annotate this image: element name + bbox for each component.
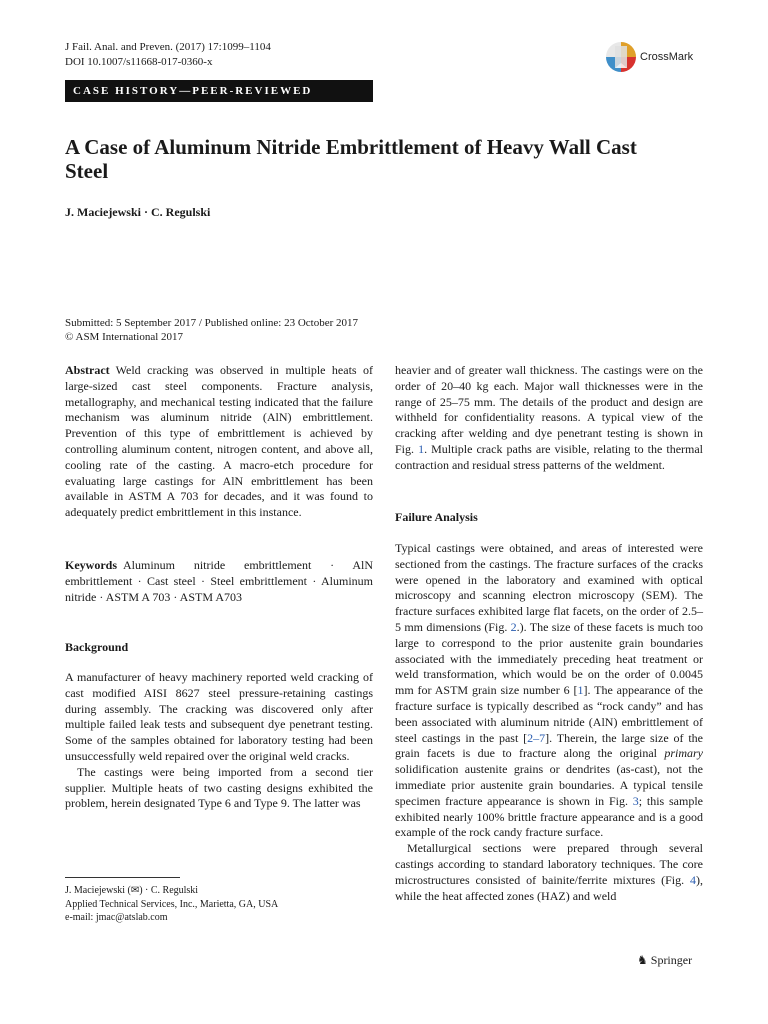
author-list: J. Maciejewski · C. Regulski [65, 205, 211, 219]
publisher-logo [637, 953, 692, 968]
crossmark-icon [605, 40, 637, 76]
footnote-email[interactable]: e-mail: jmac@atslab.com [65, 912, 168, 923]
keywords-text: Aluminum nitride embrittlement · AlN embrittlement · Cast steel · Steel embrittlement · Aluminum nitride · ASTM A 703 · ASTM A703 [65, 558, 373, 604]
figure-2-link[interactable]: 2 [510, 619, 517, 634]
publisher-name: Springer [650, 953, 693, 967]
background-paragraph-1: A manufacturer of heavy machinery reported weld cracking of cast modified AISI 8627 steel pressure-retaining castings during assembly. The cracking was discovered only after multiple failed leak tests and subsequent dye penetrant testing. Some of the samples obtained for laboratory testing had been unsuccessfully weld repaired over the original weld cracks. [65, 670, 373, 763]
background-heading: Background [65, 640, 129, 654]
failure-paragraph-1: Typical castings were obtained, and areas of interested were sectioned from the castings. The fracture surfaces of the cracks were opened in the laboratory and examined with optical microscopy and scanning electron microscopy (SEM). The fracture surfaces exhibited large flat facets, on the order of 2.5–5 mm dimensions (Fig. 2.). The size of these facets is much too large to correspond to the prior austenite grain boundaries associated with the immediately preceding heat treatment or weld transformation, which would be on the order of 0.0045 mm for ASTM grain size number 6 [1]. The appearance of the fracture surface is typically described as “rock candy” and has been associated with aluminum nitride (AlN) embrittlement of steel castings in the past [2–7]. Therein, the large size of the grain facets is due to fracture along the original primary solidification austenite grains or dendrites (as-cast), not the immediate prior austenite grain boundaries. A typical tensile specimen fracture appearance is shown in Fig. 3; this sample exhibited nearly 100% brittle fracture appearance and is a good example of the rock candy fracture surface. [395, 541, 704, 840]
background-paragraph-2: The castings were being imported from a second tier supplier. Multiple heats of two casting designs exhibited the problem, herein designated Type 6 and Type 9. The latter was [65, 764, 373, 811]
copyright-line: © ASM International 2017 [65, 331, 184, 343]
reference-1-link[interactable]: 1 [577, 683, 584, 698]
figure-3-link[interactable]: 3 [632, 793, 639, 808]
abstract-block [65, 363, 373, 521]
footnote-affiliation: Applied Technical Services, Inc., Marietta, GA, USA [65, 898, 279, 910]
abstract-text: Weld cracking was observed in multiple heats of large-sized cast steel components. Fracture analysis, metallography, and mechanical testing indicated that the failure mechanism was aluminum nitride (AlN) embrittlement. Prevention of this type of embrittlement is achieved by controlling aluminum content, nitrogen content, and above all, cooling rate of the casting. A macro-etch procedure for evaluating large castings for AlN embrittlement has been available in ASTM A 703 for decades, and it was found to adequately predict embrittlement in this instance. [65, 363, 373, 520]
doi-line: DOI 10.1007/s11668-017-0360-x [65, 56, 213, 68]
footnote-divider [65, 877, 180, 878]
journal-citation [65, 40, 271, 70]
emphasis-primary: primary [664, 746, 703, 761]
crossmark-badge[interactable] [605, 40, 705, 76]
submitted-published-line: Submitted: 5 September 2017 / Published online: 23 October 2017 [65, 317, 358, 329]
crossmark-label: CrossMark [640, 51, 694, 63]
journal-line: J Fail. Anal. and Preven. (2017) 17:1099–1104 [65, 41, 271, 53]
footnote-authors: J. Maciejewski (✉) · C. Regulski [65, 885, 199, 896]
reference-2-7-link[interactable]: 2–7 [527, 730, 546, 745]
intro-text-a: heavier and of greater wall thickness. The castings were on the order of 20–40 kg each. Major wall thicknesses were in the range of 25–75 mm. The details of the product and design are withheld for confidentiality reasons. A typical view of the cracking after welding and dye penetrant testing is shown in Fig. [395, 363, 703, 456]
publication-dates [65, 316, 358, 344]
failure-analysis-body [395, 541, 703, 904]
abstract-label: Abstract [65, 363, 110, 377]
failure-paragraph-2: Metallurgical sections were prepared through several castings according to standard laboratory techniques. The core microstructures consisted of bainite/ferrite mixtures (Fig. 4), while the heat affected zones (HAZ) and weld [395, 841, 703, 903]
keywords-label: Keywords [65, 558, 117, 572]
background-body [65, 670, 373, 812]
springer-horse-icon: ♞ [637, 953, 648, 967]
keywords-block [65, 558, 373, 605]
article-title: A Case of Aluminum Nitride Embrittlement of Heavy Wall Cast Steel [65, 135, 637, 183]
author-affiliation [65, 884, 278, 925]
intro-text-b: . Multiple crack paths are visible, relating to the thermal contraction and residual stress patterns of the weldment. [395, 441, 704, 472]
failure-analysis-heading: Failure Analysis [395, 510, 478, 524]
intro-continuation [395, 363, 703, 474]
figure-1-link[interactable]: 1 [418, 441, 425, 456]
article-type-banner: CASE HISTORY—PEER-REVIEWED [65, 80, 373, 102]
figure-4-link[interactable]: 4 [690, 872, 696, 887]
